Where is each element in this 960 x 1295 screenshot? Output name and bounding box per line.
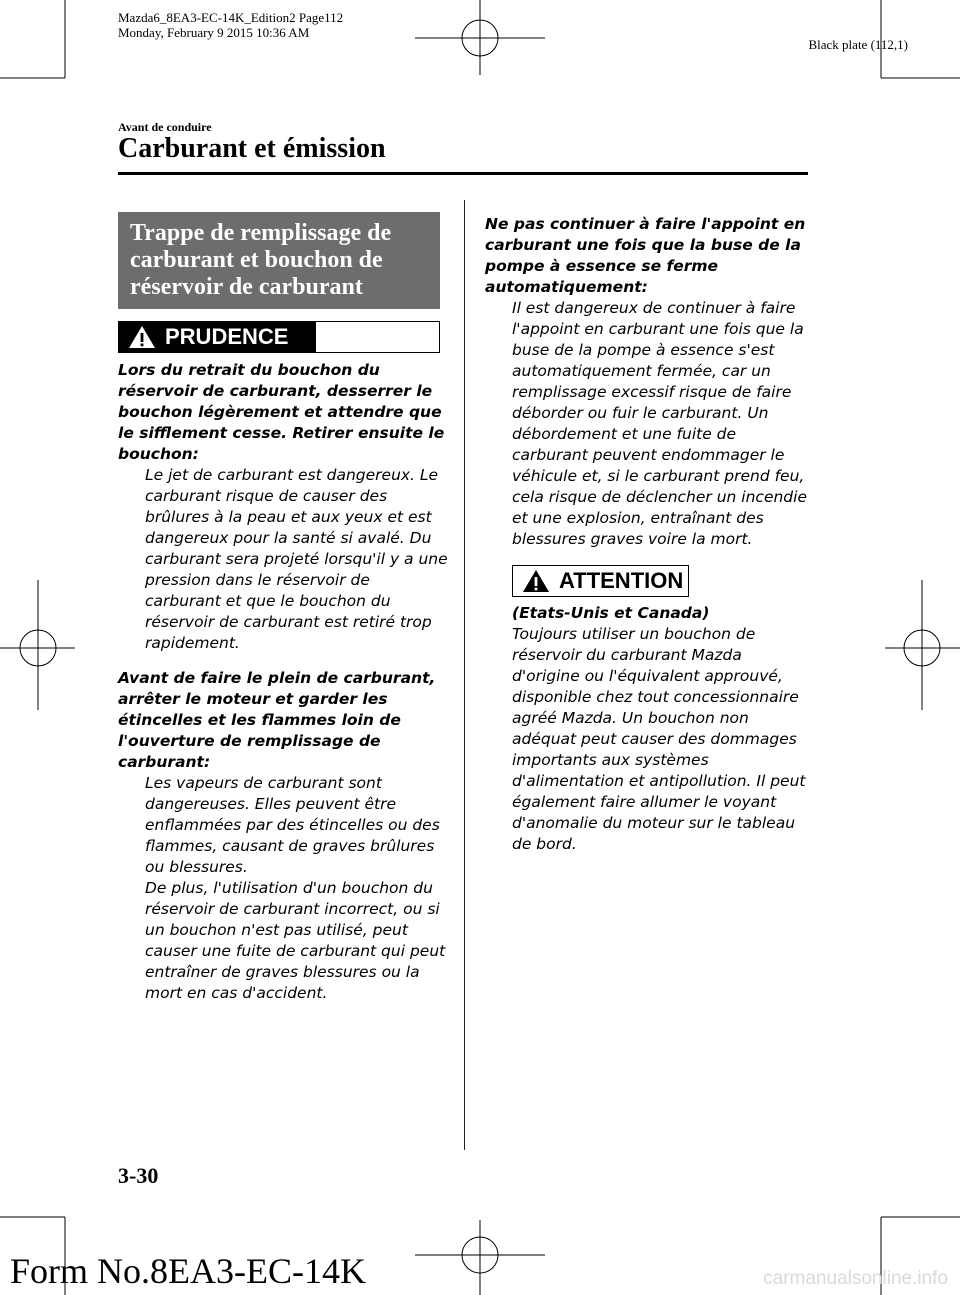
- warning-2-text: Les vapeurs de carburant sont dangereuses. Elles peuvent être enflammées par des étincelles ou des flammes, causant de graves brûlures ou blessures.: [145, 774, 440, 876]
- warning-2-text-cont: De plus, l'utilisation d'un bouchon du réservoir de carburant incorrect, ou si un bouchon n'est pas utilisé, peut causer une fuite de carburant qui peut entraîner de graves blessures ou la mort en cas d'accident.: [145, 879, 446, 1002]
- section-label: Avant de conduire: [118, 120, 212, 134]
- column-divider: [464, 200, 465, 1150]
- warning-2-heading: Avant de faire le plein de carburant, arrêter le moteur et garder les étincelles et les flammes loin de l'ouverture de remplissage de carburant:: [118, 669, 436, 771]
- section-heading: Trappe de remplissage de carburant et bouchon de réservoir de carburant: [118, 212, 440, 309]
- plate-label: Black plate (112,1): [808, 37, 908, 52]
- right-column: [485, 214, 815, 550]
- caution-label-frame: [316, 321, 440, 353]
- warning-1-heading: Lors du retrait du bouchon du réservoir de carburant, desserrer le bouchon légèrement et attendre que le sifflement cesse. Retirer ensuite le bouchon:: [118, 361, 445, 463]
- attention-block: [512, 603, 812, 855]
- page-title: Carburant et émission: [118, 133, 386, 164]
- print-line-1: Mazda6_8EA3-EC-14K_Edition2 Page112: [118, 10, 344, 25]
- attention-label-text: ATTENTION: [559, 568, 684, 593]
- print-line-2: Monday, February 9 2015 10:36 AM: [118, 25, 310, 40]
- title-rule: [118, 172, 808, 175]
- attention-text: Toujours utiliser un bouchon de réservoir du carburant Mazda d'origine ou l'équivalent approuvé, disponible chez tout concessionnaire agréé Mazda. Un bouchon non adéquat peut causer des dommages importants aux systèmes d'alimentation et antipollution. Il peut également faire allumer le voyant d'anomalie du moteur sur le tableau de bord.: [512, 625, 806, 853]
- left-column: [118, 360, 448, 1004]
- caution-label-text: PRUDENCE: [165, 324, 289, 349]
- warning-3-text: Il est dangereux de continuer à faire l'appoint en carburant une fois que la buse de la pompe à essence s'est automatiquement fermée, car un remplissage excessif risque de faire déborder ou fuir le carburant. Un débordement et une fuite de carburant peuvent endommager le véhicule et, si le carburant prend feu, cela risque de déclencher un incendie et une explosion, entraînant des blessures graves voire la mort.: [512, 299, 807, 548]
- form-number: Form No.8EA3-EC-14K: [10, 1251, 366, 1291]
- print-metadata: [118, 10, 343, 40]
- warning-3-heading: Ne pas continuer à faire l'appoint en carburant une fois que la buse de la pompe à essence se ferme automatiquement:: [485, 215, 806, 296]
- warning-triangle-icon: [127, 324, 157, 350]
- page-number: 3-30: [118, 1163, 159, 1188]
- attention-region: (Etats-Unis et Canada): [512, 604, 710, 622]
- caution-label: [118, 321, 316, 353]
- warning-1-text: Le jet de carburant est dangereux. Le carburant risque de causer des brûlures à la peau et aux yeux et est dangereux pour la santé si avalé. Du carburant sera projeté lorsqu'il y a une pression dans le réservoir de carburant et que le bouchon du réservoir de carburant est retiré trop rapidement.: [145, 466, 448, 652]
- attention-label: [512, 565, 689, 597]
- watermark: carmanualsonline.info: [763, 1268, 948, 1289]
- warning-triangle-icon: [521, 568, 551, 594]
